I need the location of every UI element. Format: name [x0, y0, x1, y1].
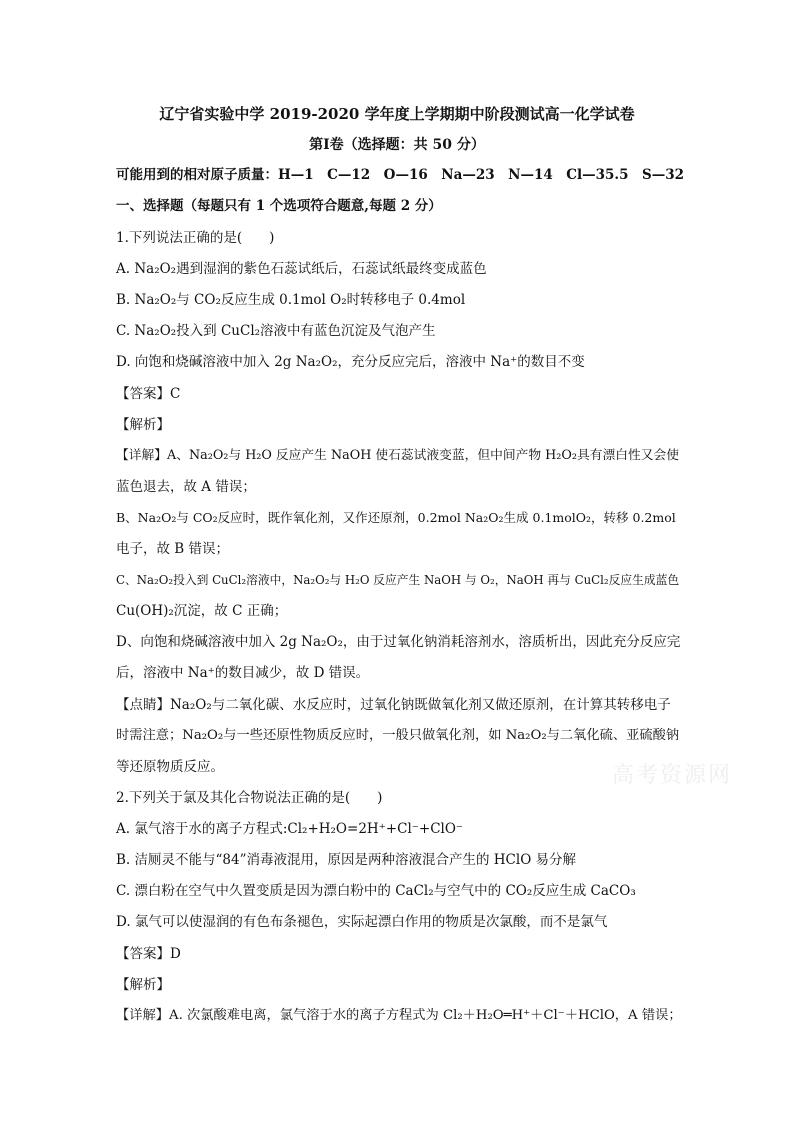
question-2-detail-line: 【详解】A. 次氯酸难电离，氯气溶于水的离子方程式为 Cl₂＋H₂O═H⁺＋Cl⁻＋HClO，A 错误； [116, 1008, 682, 1023]
question-2-stem: 2.下列关于氯及其化合物说法正确的是( ) [116, 790, 383, 806]
question-1-detail-line: D、向饱和烧碱溶液中加入 2g Na₂O₂，由于过氧化钠消耗溶剂水，溶质析出，因此充分反应完 [116, 634, 681, 650]
question-1-detail-line: Cu(OH)₂沉淀，故 C 正确； [116, 603, 288, 619]
section-heading: 一、选择题（每题只有 1 个选项符合题意,每题 2 分） [116, 198, 442, 214]
question-2-option-d: D. 氯气可以使湿润的有色布条褪色，实际起漂白作用的物质是次氯酸，而不是氯气 [116, 914, 608, 930]
question-1-detail-line: 【详解】A、Na₂O₂与 H₂O 反应产生 NaOH 使石蕊试液变蓝，但中间产物 H₂O₂具有漂白性又会使 [116, 448, 679, 463]
question-2-analysis-label: 【解析】 [116, 977, 170, 993]
question-1-option-d: D. 向饱和烧碱溶液中加入 2g Na₂O₂，充分反应完后，溶液中 Na⁺的数目不变 [116, 354, 585, 370]
section-subtitle: 第Ⅰ卷（选择题：共 50 分） [309, 137, 485, 153]
question-2-option-c: C. 漂白粉在空气中久置变质是因为漂白粉中的 CaCl₂与空气中的 CO₂反应生成 CaCO₃ [116, 883, 636, 899]
question-1-option-c: C. Na₂O₂投入到 CuCl₂溶液中有蓝色沉淀及气泡产生 [116, 323, 436, 339]
question-2-option-b: B. 洁厕灵不能与“84”消毒液混用，原因是两种溶液混合产生的 HClO 易分解 [116, 852, 577, 868]
question-1-detail-line: B、Na₂O₂与 CO₂反应时，既作氧化剂，又作还原剂，0.2mol Na₂O₂生成 0.1molO₂，转移 0.2mol [116, 510, 676, 525]
question-1-detail-line: C、Na₂O₂投入到 CuCl₂溶液中，Na₂O₂与 H₂O 反应产生 NaOH 与 O₂，NaOH 再与 CuCl₂反应生成蓝色 [116, 573, 680, 587]
watermark: 高考资源网 [612, 763, 733, 788]
question-1-point-line: 时需注意；Na₂O₂与一些还原性物质反应时，一般只做氧化剂，如 Na₂O₂与二氧化硫、亚硫酸钠 [116, 728, 680, 743]
atomic-masses-line: 可能用到的相对原子质量：H—1 C—12 O—16 Na—23 N—14 Cl—35.5 S—32 [116, 167, 685, 183]
question-1-detail-line: 蓝色退去，故 A 错误； [116, 479, 256, 495]
exam-title: 辽宁省实验中学 2019-2020 学年度上学期期中阶段测试高一化学试卷 [159, 105, 635, 123]
question-1-detail-line: 后，溶液中 Na⁺的数目减少，故 D 错误。 [116, 665, 370, 681]
question-1-stem: 1.下列说法正确的是( ) [116, 230, 275, 246]
question-1-detail-line: 电子，故 B 错误； [116, 541, 230, 557]
question-1-point-line: 等还原物质反应。 [116, 759, 224, 775]
question-2-answer: 【答案】D [116, 946, 181, 962]
question-1-answer: 【答案】C [116, 386, 181, 402]
question-1-point-line: 【点睛】Na₂O₂与二氧化碳、水反应时，过氧化钠既做氧化剂又做还原剂，在计算其转移电子 [116, 697, 671, 713]
question-1-option-a: A. Na₂O₂遇到湿润的紫色石蕊试纸后，石蕊试纸最终变成蓝色 [116, 261, 487, 277]
question-2-option-a: A. 氯气溶于水的离子方程式:Cl₂+H₂O=2H⁺+Cl⁻+ClO⁻ [116, 821, 464, 837]
question-1-option-b: B. Na₂O₂与 CO₂反应生成 0.1mol O₂时转移电子 0.4mol [116, 292, 466, 308]
question-1-analysis-label: 【解析】 [116, 417, 170, 433]
